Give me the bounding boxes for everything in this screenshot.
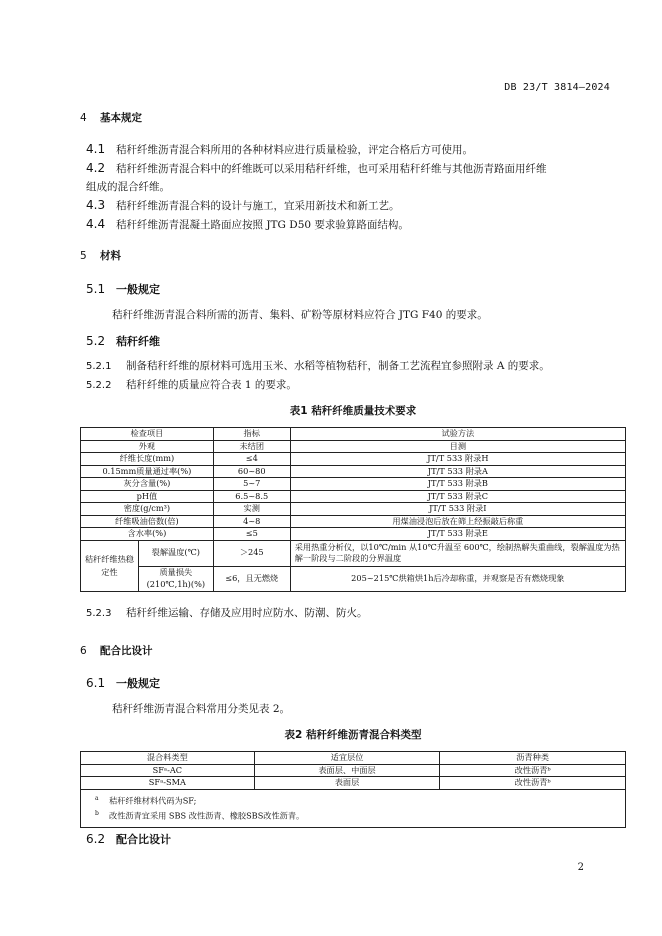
- section-4-clauses: [86, 140, 606, 234]
- table-2-caption: 表2 秸秆纤维沥青混合料类型: [284, 729, 422, 741]
- table-header-row: [81, 428, 626, 441]
- clause-5-2-3: 5.2.3 秸秆纤维运输、存储及应用时应防水、防潮、防火。: [86, 607, 368, 619]
- table-row: SFᵃ-AC 表面层、中面层 改性沥青ᵇ: [81, 764, 626, 777]
- clause-5-2-2: 5.2.2 秸秆纤维的质量应符合表 1 的要求。: [86, 379, 297, 391]
- table-row: 秸秆纤维热稳定性 裂解温度(℃) ＞245 采用热重分析仪，以10℃/min 从10℃升温至 600℃，绘制热解失重曲线，裂解温度为热解一阶段与二阶段的分界温度: [81, 540, 626, 566]
- header-cell: 检查项目: [81, 428, 214, 441]
- clause-4-3: 4.3 秸秆纤维沥青混合料的设计与施工，宜采用新技术和新工艺。: [86, 198, 400, 212]
- table-row: 纤维长度(mm) ≤4 JT/T 533 附录H: [81, 453, 626, 466]
- table-notes-row: [81, 789, 626, 827]
- header-cell: 试验方法: [290, 428, 625, 441]
- table-1: [80, 427, 626, 592]
- table-row: 质量损失(210℃,1h)(%) ≤6，且无燃烧 205~215℃烘箱烘1h后冷却称重，并观察是否有燃烧现象: [81, 566, 626, 591]
- paragraph-5-1: 秸秆纤维沥青混合料所需的沥青、集料、矿粉等原材料应符合 JTG F40 的要求。: [112, 309, 488, 321]
- clause-4-2-continued: 组成的混合纤维。: [86, 181, 170, 193]
- clauses-5-2: [86, 357, 626, 395]
- clause-4-2: 4.2 秸秆纤维沥青混合料中的纤维既可以采用秸秆纤维，也可采用秸秆纤维与其他沥青路面用纤维: [86, 161, 547, 175]
- clause-4-4: 4.4 秸秆纤维沥青混凝土路面应按照 JTG D50 要求验算路面结构。: [86, 217, 409, 231]
- section-5-heading: 5 材料: [80, 250, 121, 262]
- subsection-6-2-heading: 6.2 配合比设计: [86, 832, 171, 846]
- clause-4-1: 4.1 秸秆纤维沥青混合料所用的各种材料应进行质量检验，评定合格后方可使用。: [86, 142, 473, 156]
- table-row: 纤维吸油倍数(倍) 4~8 用煤油浸泡后放在筛上经振敲后称重: [81, 515, 626, 528]
- table-note: $^b$ 改性沥青宜采用 SBS 改性沥青、橡胶SBS改性沥青。: [95, 810, 305, 821]
- subsection-5-2-heading: 5.2 秸秆纤维: [86, 334, 160, 348]
- subsection-5-1-heading: 5.1 一般规定: [86, 282, 160, 296]
- document-number: DB 23/T 3814—2024: [504, 82, 610, 93]
- subsection-6-1-heading: 6.1 一般规定: [86, 676, 160, 690]
- table-1-caption: 表1 秸秆纤维质量技术要求: [289, 405, 417, 417]
- table-row: SFᵃ-SMA 表面层 改性沥青ᵇ: [81, 777, 626, 790]
- table-row: 密度(g/cm³) 实测 JT/T 533 附录I: [81, 503, 626, 516]
- table-header-row: 混合料类型 适宜层位 沥青种类: [81, 752, 626, 765]
- page-number: 2: [577, 862, 584, 873]
- table-row: 灰分含量(%) 5~7 JT/T 533 附录B: [81, 478, 626, 491]
- table-row: 0.15mm质量通过率(%) 60~80 JT/T 533 附录A: [81, 465, 626, 478]
- section-6-heading: 6 配合比设计: [80, 645, 153, 657]
- header-cell: 指标: [213, 428, 290, 441]
- paragraph-6-1: 秸秆纤维沥青混合料常用分类见表 2。: [112, 703, 291, 715]
- table-2: [80, 751, 626, 828]
- section-title: 基本规定: [100, 112, 142, 124]
- table-note: $^a$ 秸秆纤维材料代码为SF;: [95, 794, 197, 806]
- clause-5-2-1: 5.2.1 制备秸秆纤维的原材料可选用玉米、水稻等植物秸秆，制备工艺流程宜参照附录 A 的要求。: [86, 360, 550, 372]
- thermal-group-cell: 秸秆纤维热稳定性: [81, 540, 139, 591]
- table-row: 外观 未结团 目测: [81, 440, 626, 453]
- section-4-heading: [80, 110, 142, 125]
- section-number: 4: [80, 112, 87, 124]
- table-row: pH值 6.5~8.5 JT/T 533 附录C: [81, 490, 626, 503]
- table-row: 含水率(%) ≤5 JT/T 533 附录E: [81, 528, 626, 541]
